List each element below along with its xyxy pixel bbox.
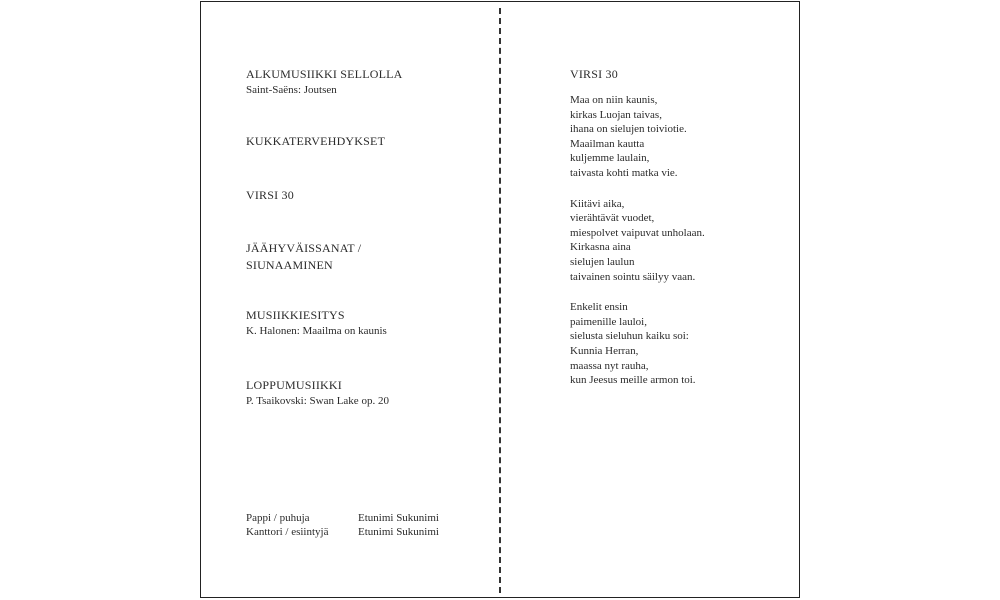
credit-name: Etunimi Sukunimi bbox=[358, 526, 439, 538]
verse-line: maassa nyt rauha, bbox=[570, 359, 649, 372]
program-section-hymn bbox=[246, 187, 486, 204]
program-section-flower-greetings bbox=[246, 133, 486, 150]
verse-line: Kunnia Herran, bbox=[570, 344, 639, 357]
section-heading: KUKKATERVEHDYKSET bbox=[246, 134, 386, 148]
verse-line: vierähtävät vuodet, bbox=[570, 212, 655, 225]
hymn-verse-3 bbox=[570, 300, 790, 388]
verse-line: ihana on sielujen toiviotie. bbox=[570, 123, 687, 136]
section-detail: K. Halonen: Maailma on kaunis bbox=[246, 325, 387, 337]
hymn-verse-2 bbox=[570, 197, 790, 285]
section-heading: ALKUMUSIIKKI SELLOLLA bbox=[246, 67, 403, 81]
section-heading: LOPPUMUSIIKKI bbox=[246, 378, 342, 392]
verse-line: taivasta kohti matka vie. bbox=[570, 166, 678, 179]
verse-line: Maailman kautta bbox=[570, 137, 645, 150]
verse-line: kuljemme laulain, bbox=[570, 152, 650, 165]
hymn-column bbox=[570, 66, 790, 404]
verse-line: kun Jeesus meille armon toi. bbox=[570, 374, 696, 387]
verse-line: paimenille lauloi, bbox=[570, 315, 647, 328]
verse-line: sielujen laulun bbox=[570, 255, 635, 268]
credit-role: Kanttori / esiintyjä bbox=[246, 526, 329, 538]
section-detail: P. Tsaikovski: Swan Lake op. 20 bbox=[246, 395, 389, 407]
program-section-music-performance bbox=[246, 307, 486, 339]
verse-line: Maa on niin kaunis, bbox=[570, 94, 658, 106]
program-section-opening-music bbox=[246, 66, 486, 98]
verse-line: miespolvet vaipuvat unholaan. bbox=[570, 226, 705, 239]
section-detail: Saint-Saëns: Joutsen bbox=[246, 84, 337, 96]
program-section-farewell bbox=[246, 240, 486, 274]
section-heading: JÄÄHYVÄISSANAT / bbox=[246, 241, 362, 255]
verse-line: kirkas Luojan taivas, bbox=[570, 108, 662, 121]
verse-line: sielusta sieluhun kaiku soi: bbox=[570, 330, 689, 343]
section-heading-line2: SIUNAAMINEN bbox=[246, 258, 333, 272]
program-section-closing-music bbox=[246, 377, 486, 409]
section-heading: MUSIIKKIESITYS bbox=[246, 308, 345, 322]
credit-role: Pappi / puhuja bbox=[246, 512, 310, 524]
credits bbox=[246, 511, 439, 539]
section-heading: VIRSI 30 bbox=[246, 188, 294, 202]
verse-line: taivainen sointu säilyy vaan. bbox=[570, 270, 696, 283]
credit-row bbox=[246, 511, 439, 525]
verse-line: Enkelit ensin bbox=[570, 301, 628, 314]
credit-name: Etunimi Sukunimi bbox=[358, 512, 439, 524]
verse-line: Kirkasna aina bbox=[570, 241, 631, 254]
verse-line: Kiitävi aika, bbox=[570, 197, 625, 210]
hymn-title: VIRSI 30 bbox=[570, 67, 618, 81]
fold-line bbox=[499, 8, 501, 593]
credit-row bbox=[246, 525, 439, 539]
hymn-verse-1 bbox=[570, 93, 790, 181]
